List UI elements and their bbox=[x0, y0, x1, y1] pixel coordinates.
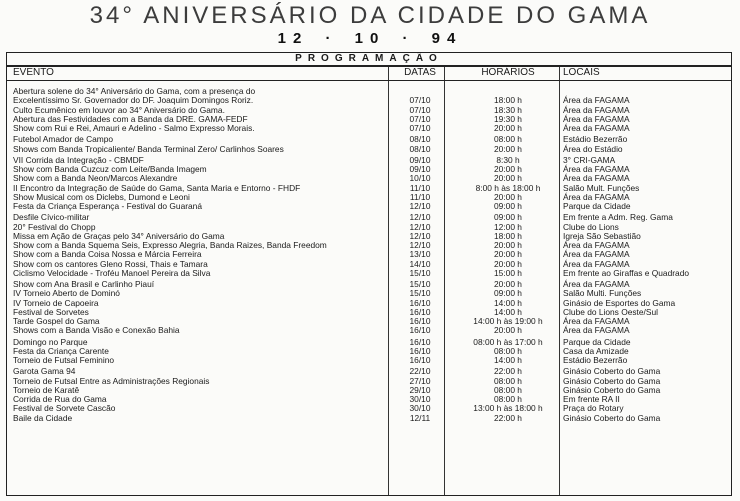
date-cell: 16/10 bbox=[409, 355, 431, 365]
date-cell: 08/10 bbox=[409, 143, 431, 154]
time-cell: 20:00 h bbox=[494, 143, 522, 154]
time-cell: 18:00 h bbox=[494, 230, 522, 241]
time-cell: 09:00 h bbox=[494, 212, 522, 223]
time-cell: 20:00 h bbox=[494, 123, 522, 133]
time-cell: 20:00 h bbox=[494, 258, 522, 269]
time-cell: 14:00 h bbox=[494, 355, 522, 365]
location-cell: Ginásio Coberto do Gama bbox=[563, 384, 661, 395]
time-cell: 20:00 h bbox=[494, 279, 522, 289]
page-title: 34° ANIVERSÁRIO DA CIDADE DO GAMA bbox=[89, 2, 651, 29]
location-cell: Ginásio Coberto do Gama bbox=[563, 366, 661, 377]
location-cell: Área do Estádio bbox=[563, 143, 623, 154]
time-cell: 15:00 h bbox=[494, 267, 522, 278]
date-cell: 09/10 bbox=[409, 164, 431, 174]
date-cell: 07/10 bbox=[409, 104, 431, 115]
table-row bbox=[7, 202, 731, 211]
location-cell: Área da FAGAMA bbox=[563, 173, 630, 184]
time-cell: 08:00 h bbox=[494, 375, 522, 386]
time-cell: 14:00 h bbox=[494, 306, 522, 317]
event-cell: VII Corrida da Integração - CBMDF bbox=[13, 154, 144, 165]
header-event: EVENTO bbox=[13, 67, 54, 78]
section-title: PROGRAMAÇÃO bbox=[295, 53, 443, 64]
event-cell: Culto Ecumênico em louvor ao 34° Aniversário do Gama. bbox=[13, 104, 225, 115]
location-cell: Estádio Bezerrão bbox=[563, 355, 628, 365]
date-cell: 11/10 bbox=[409, 191, 431, 202]
location-cell: Área da FAGAMA bbox=[563, 123, 630, 133]
date-cell: 16/10 bbox=[409, 325, 431, 336]
event-cell: Festival de Sorvetes bbox=[13, 306, 89, 317]
location-cell: Área da FAGAMA bbox=[563, 279, 630, 289]
header-location: LOCAIS bbox=[563, 67, 600, 78]
table-row bbox=[7, 269, 731, 278]
event-cell: Abertura solene do 34° Aniversário do Gama, com a presença do bbox=[13, 86, 256, 96]
date-cell: 10/10 bbox=[409, 173, 431, 184]
date-cell: 16/10 bbox=[409, 297, 431, 308]
table-row bbox=[7, 356, 731, 365]
location-cell: Área da FAGAMA bbox=[563, 240, 630, 250]
event-cell: Festa da Criança Esperança - Festival do Guaraná bbox=[13, 201, 202, 211]
date-cell: 27/10 bbox=[409, 375, 431, 386]
event-cell: IV Torneio de Capoeira bbox=[13, 297, 99, 308]
event-cell: Garota Gama 94 bbox=[13, 366, 76, 377]
date-cell: 16/10 bbox=[409, 336, 431, 347]
time-cell: 20:00 h bbox=[494, 325, 522, 336]
location-cell: Estádio Bezerrão bbox=[563, 134, 628, 145]
event-cell: Excelentíssimo Sr. Governador do DF. Joaquim Domingos Roriz. bbox=[13, 95, 254, 106]
date-cell: 15/10 bbox=[409, 267, 431, 278]
event-cell: Shows com a Banda Visão e Conexão Bahia bbox=[13, 325, 180, 336]
event-cell: Torneio de Futsal Entre as Administrações Regionais bbox=[13, 375, 210, 386]
date-cell: 07/10 bbox=[409, 95, 431, 106]
date-cell: 08/10 bbox=[409, 134, 431, 145]
header-date: DATAS bbox=[404, 67, 436, 78]
time-cell: 20:00 h bbox=[494, 191, 522, 202]
location-cell: Parque da Cidade bbox=[563, 336, 631, 347]
location-cell: Igreja São Sebastião bbox=[563, 230, 641, 241]
event-cell: Desfile Cívico-militar bbox=[13, 212, 90, 223]
location-cell: Praça do Rotary bbox=[563, 403, 624, 414]
table-body bbox=[7, 87, 731, 423]
date-cell: 12/10 bbox=[409, 212, 431, 223]
date-cell: 16/10 bbox=[409, 306, 431, 317]
location-cell: Salão Mult. Funções bbox=[563, 182, 640, 193]
location-cell: Clube do Lions bbox=[563, 221, 619, 232]
location-cell: Clube do Lions Oeste/Sul bbox=[563, 306, 658, 317]
time-cell: 08:00 h bbox=[494, 134, 522, 145]
table-row bbox=[7, 145, 731, 154]
location-cell: Área da FAGAMA bbox=[563, 104, 630, 115]
time-cell: 22:00 h bbox=[494, 412, 522, 423]
date-cell: 16/10 bbox=[409, 345, 431, 356]
time-cell: 08:00 h bbox=[494, 394, 522, 404]
time-cell: 08:00 h bbox=[494, 384, 522, 395]
date-cell: 12/11 bbox=[409, 412, 431, 423]
location-cell: 3° CRI-GAMA bbox=[563, 154, 616, 165]
event-cell: Abertura das Festividades com a Banda da DRE. GAMA-FEDF bbox=[13, 113, 248, 124]
event-cell: Domingo no Parque bbox=[13, 336, 88, 347]
location-cell: Em frente a Adm. Reg. Gama bbox=[563, 212, 673, 223]
schedule-table bbox=[6, 66, 732, 496]
time-cell: 14:00 h às 19:00 h bbox=[473, 316, 543, 326]
location-cell: Área da FAGAMA bbox=[563, 191, 630, 202]
time-cell: 20:00 h bbox=[494, 249, 522, 260]
date-cell: 22/10 bbox=[409, 366, 431, 377]
time-cell: 20:00 h bbox=[494, 240, 522, 250]
event-cell: Show com a Banda Squema Seis, Expresso Alegria, Banda Raizes, Banda Freedom bbox=[13, 240, 327, 250]
event-cell: Festa da Criança Carente bbox=[13, 345, 109, 356]
event-cell: Show com os cantores Gleno Rossi, Thais e Tamara bbox=[13, 258, 208, 269]
time-cell: 08:00 h bbox=[494, 345, 522, 356]
time-cell: 18:30 h bbox=[494, 104, 522, 115]
time-cell: 14:00 h bbox=[494, 297, 522, 308]
date-cell: 30/10 bbox=[409, 394, 431, 404]
event-date: 12 · 10 · 94 bbox=[277, 30, 463, 47]
date-cell: 12/10 bbox=[409, 201, 431, 211]
event-cell: Show com a Banda Coisa Nossa e Márcia Ferreira bbox=[13, 249, 202, 260]
header-time: HORÁRIOS bbox=[481, 67, 535, 78]
date-cell: 15/10 bbox=[409, 279, 431, 289]
table-header bbox=[7, 67, 731, 81]
date-cell: 11/10 bbox=[409, 182, 431, 193]
time-cell: 20:00 h bbox=[494, 164, 522, 174]
table-row bbox=[7, 326, 731, 335]
event-cell: Show com Ana Brasil e Carlinho Piauí bbox=[13, 279, 155, 289]
date-cell: 30/10 bbox=[409, 403, 431, 414]
location-cell: Casa da Amizade bbox=[563, 345, 629, 356]
event-cell: Futebol Amador de Campo bbox=[13, 134, 114, 145]
location-cell: Em frente RA II bbox=[563, 394, 620, 404]
location-cell: Salão Multi. Funções bbox=[563, 288, 642, 299]
date-cell: 12/10 bbox=[409, 240, 431, 250]
event-cell: Festival de Sorvete Cascão bbox=[13, 403, 116, 414]
table-row bbox=[7, 386, 731, 395]
table-row bbox=[7, 124, 731, 133]
time-cell: 8:30 h bbox=[496, 154, 520, 165]
event-cell: Show com Banda Cuzcuz com Leite/Banda Imagem bbox=[13, 164, 207, 174]
location-cell: Área da FAGAMA bbox=[563, 258, 630, 269]
date-cell: 09/10 bbox=[409, 154, 431, 165]
location-cell: Área da FAGAMA bbox=[563, 164, 630, 174]
date-cell: 07/10 bbox=[409, 113, 431, 124]
location-cell: Ginásio de Esportes do Gama bbox=[563, 297, 676, 308]
time-cell: 19:30 h bbox=[494, 113, 522, 124]
time-cell: 20:00 h bbox=[494, 173, 522, 184]
event-cell: Tarde Gospel do Gama bbox=[13, 316, 100, 326]
event-cell: Corrida de Rua do Gama bbox=[13, 394, 107, 404]
event-cell: Torneio de Futsal Feminino bbox=[13, 355, 115, 365]
event-cell: 20° Festival do Chopp bbox=[13, 221, 96, 232]
date-cell: 07/10 bbox=[409, 123, 431, 133]
date-cell: 13/10 bbox=[409, 249, 431, 260]
location-cell: Ginásio Coberto do Gama bbox=[563, 375, 661, 386]
event-cell: Show com Rui e Rei, Amauri e Adelino - Salmo Expresso Morais. bbox=[13, 123, 255, 133]
date-cell: 14/10 bbox=[409, 258, 431, 269]
event-cell: II Encontro da Integração de Saúde do Gama, Santa Maria e Entorno - FHDF bbox=[13, 182, 301, 193]
location-cell: Área da FAGAMA bbox=[563, 316, 630, 326]
date-cell: 29/10 bbox=[409, 384, 431, 395]
event-cell: Show com a Banda Neon/Marcos Alexandre bbox=[13, 173, 178, 184]
time-cell: 08:00 h às 17:00 h bbox=[473, 336, 543, 347]
location-cell: Ginásio Coberto do Gama bbox=[563, 412, 661, 423]
event-cell: Shows com Banda Tropicaliente/ Banda Terminal Zero/ Carlinhos Soares bbox=[13, 143, 284, 154]
time-cell: 18:00 h bbox=[494, 95, 522, 106]
table-row bbox=[7, 414, 731, 423]
table-row bbox=[7, 213, 731, 222]
date-cell: 12/10 bbox=[409, 221, 431, 232]
location-cell: Área da FAGAMA bbox=[563, 95, 630, 106]
event-cell: Baile da Cidade bbox=[13, 412, 73, 423]
section-header bbox=[6, 52, 732, 66]
time-cell: 8:00 h às 18:00 h bbox=[475, 182, 541, 193]
event-cell: IV Torneio Aberto de Dominó bbox=[13, 288, 120, 299]
time-cell: 09:00 h bbox=[494, 201, 522, 211]
event-cell: Missa em Ação de Graças pelo 34° Aniversário do Gama bbox=[13, 230, 225, 241]
location-cell: Parque da Cidade bbox=[563, 201, 631, 211]
date-cell: 15/10 bbox=[409, 288, 431, 299]
time-cell: 09:00 h bbox=[494, 288, 522, 299]
location-cell: Área da FAGAMA bbox=[563, 325, 630, 336]
location-cell: Em frente ao Giraffas e Quadrado bbox=[563, 267, 690, 278]
event-cell: Ciclismo Velocidade - Troféu Manoel Pereira da Silva bbox=[13, 267, 211, 278]
location-cell: Área da FAGAMA bbox=[563, 249, 630, 260]
location-cell: Área da FAGAMA bbox=[563, 113, 630, 124]
event-cell: Torneio de Karatê bbox=[13, 384, 80, 395]
time-cell: 13:00 h às 18:00 h bbox=[473, 403, 543, 414]
date-cell: 16/10 bbox=[409, 316, 431, 326]
time-cell: 22:00 h bbox=[494, 366, 522, 377]
event-cell: Show Musical com os Diclebs, Dumond e Leoni bbox=[13, 191, 190, 202]
time-cell: 12:00 h bbox=[494, 221, 522, 232]
date-cell: 12/10 bbox=[409, 230, 431, 241]
